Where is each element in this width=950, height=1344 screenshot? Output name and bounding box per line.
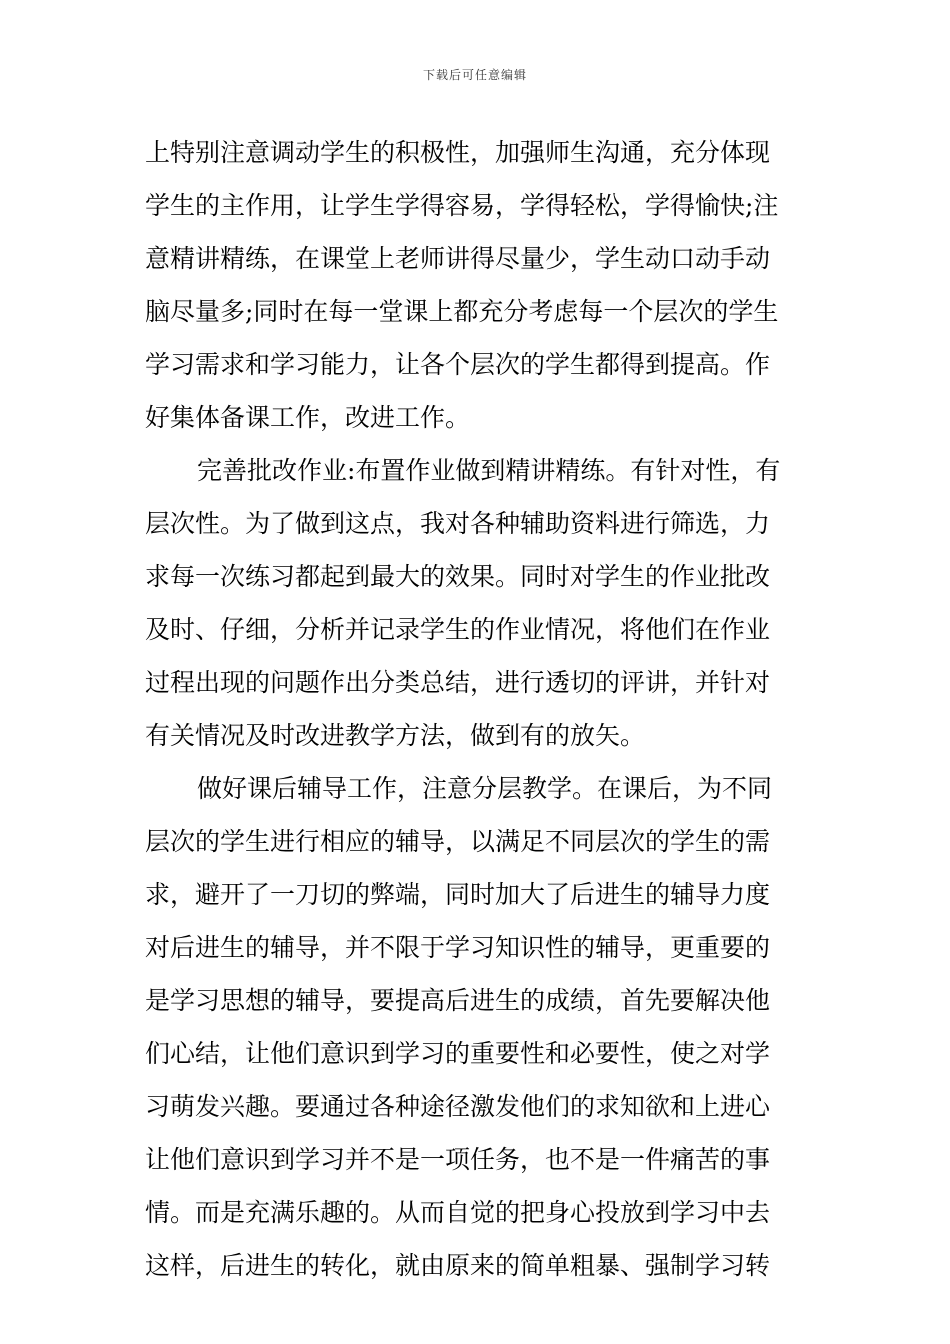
- text-line: 学习需求和学习能力，让各个层次的学生都得到提高。作: [145, 350, 771, 379]
- text-line: 完善批改作业:布置作业做到精讲精练。有针对性，有: [197, 456, 781, 485]
- text-line: 这样，后进生的转化，就由原来的简单粗暴、强制学习转: [145, 1251, 771, 1280]
- text-line: 情。而是充满乐趣的。从而自觉的把身心投放到学习中去: [145, 1198, 771, 1227]
- text-line: 们心结，让他们意识到学习的重要性和必要性，使之对学: [145, 1039, 771, 1068]
- text-line: 学生的主作用，让学生学得容易，学得轻松，学得愉快;注: [145, 191, 779, 220]
- text-line: 做好课后辅导工作，注意分层教学。在课后，为不同: [197, 774, 773, 803]
- page-header: 下载后可任意编辑: [422, 68, 527, 82]
- text-line: 是学习思想的辅导，要提高后进生的成绩，首先要解决他: [145, 986, 771, 1015]
- text-line: 习萌发兴趣。要通过各种途径激发他们的求知欲和上进心: [145, 1092, 771, 1121]
- text-line: 有关情况及时改进教学方法，做到有的放矢。: [145, 721, 646, 750]
- text-line: 过程出现的问题作出分类总结，进行透切的评讲，并针对: [145, 668, 771, 697]
- text-line: 对后进生的辅导，并不限于学习知识性的辅导，更重要的: [145, 933, 771, 962]
- text-line: 层次的学生进行相应的辅导，以满足不同层次的学生的需: [145, 827, 771, 856]
- text-line: 好集体备课工作，改进工作。: [145, 403, 471, 432]
- text-line: 上特别注意调动学生的积极性，加强师生沟通，充分体现: [145, 138, 771, 167]
- body-text: [145, 126, 809, 1292]
- text-line: 求，避开了一刀切的弊端，同时加大了后进生的辅导力度: [145, 880, 771, 909]
- text-line: 意精讲精练，在课堂上老师讲得尽量少，学生动口动手动: [145, 244, 771, 273]
- text-line: 求每一次练习都起到最大的效果。同时对学生的作业批改: [145, 562, 771, 591]
- text-line: 及时、仔细，分析并记录学生的作业情况，将他们在作业: [145, 615, 771, 644]
- text-line: 层次性。为了做到这点，我对各种辅助资料进行筛选，力: [145, 509, 771, 538]
- text-line: 让他们意识到学习并不是一项任务，也不是一件痛苦的事: [145, 1145, 771, 1174]
- text-line: 脑尽量多;同时在每一堂课上都充分考虑每一个层次的学生: [145, 297, 779, 326]
